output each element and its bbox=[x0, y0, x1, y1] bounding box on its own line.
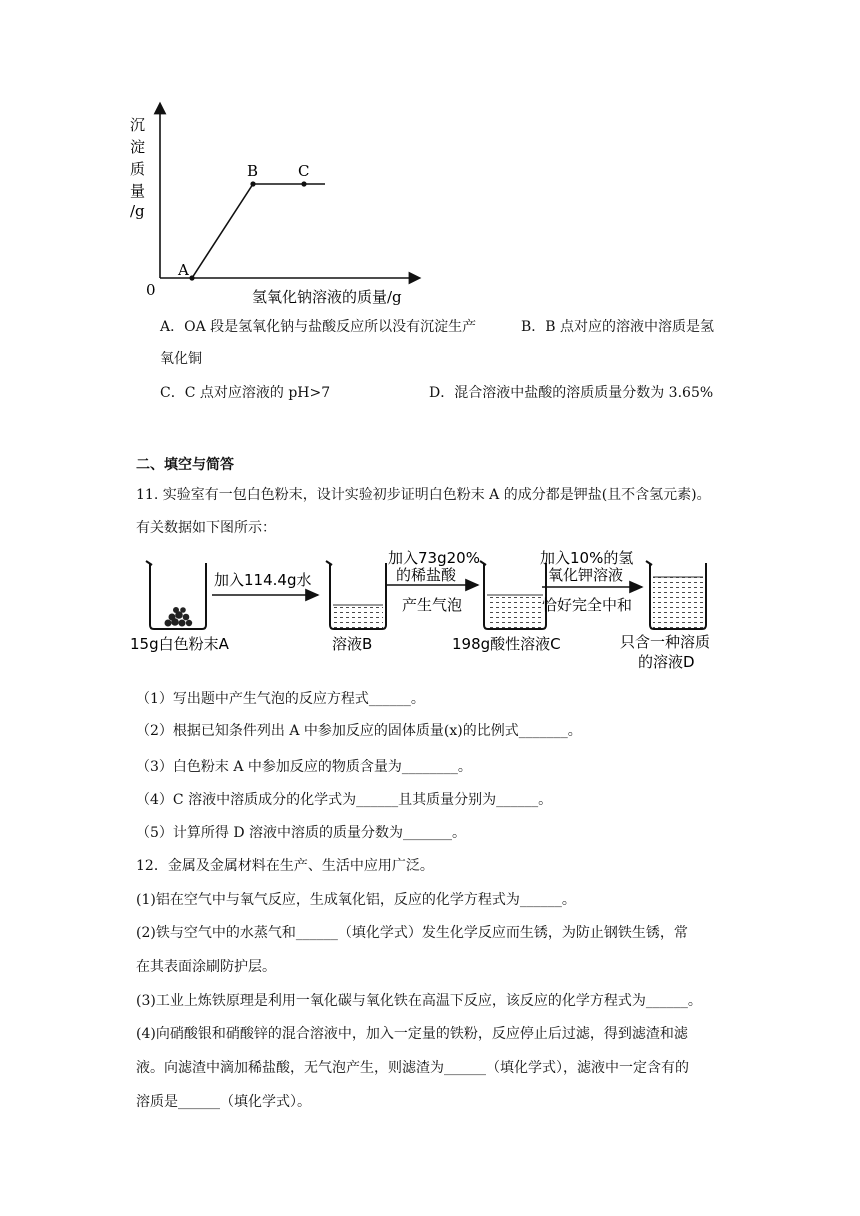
arrow-3-label-bot: 恰好完全中和 bbox=[542, 596, 633, 614]
x-axis-label: 氢氧化钠溶液的质量/g bbox=[252, 288, 402, 306]
y-label-char: 淀 bbox=[130, 138, 146, 156]
arrow-2-label-bot: 产生气泡 bbox=[402, 596, 463, 614]
arrow-2-label-top: 加入73g20% bbox=[388, 549, 480, 567]
q12-part-2-line1: (2)铁与空气中的水蒸气和______（填化学式）发生化学反应而生锈，为防止钢铁生锈，常 bbox=[136, 925, 688, 941]
y-label-char: 沉 bbox=[130, 116, 146, 134]
option-b-line1: B．B 点对应的溶液中溶质是氢 bbox=[521, 319, 715, 335]
white-powder-icon bbox=[165, 607, 193, 627]
beaker-1 bbox=[146, 561, 206, 629]
beaker-3 bbox=[480, 561, 546, 629]
q12-part-3: (3)工业上炼铁原理是利用一氧化碳与氧化铁在高温下反应，该反应的化学方程式为______。 bbox=[136, 993, 702, 1009]
y-label-char: 质 bbox=[130, 160, 146, 178]
beaker-2 bbox=[326, 561, 386, 629]
point-c-dot bbox=[301, 181, 306, 186]
point-a-dot bbox=[189, 275, 194, 280]
q11-sub-4: （4）C 溶液中溶质成分的化学式为______且其质量分别为______。 bbox=[136, 792, 553, 808]
beaker-4-label-line2: 的溶液D bbox=[638, 653, 695, 671]
y-label-char: /g bbox=[130, 202, 145, 220]
beaker-3-label: 198g酸性溶液C bbox=[452, 635, 561, 653]
q12-part-4-line2: 液。向滤渣中滴加稀盐酸，无气泡产生，则滤渣为______（填化学式），滤液中一定含有的 bbox=[136, 1060, 689, 1076]
q12-part-4-line3: 溶质是______（填化学式）。 bbox=[136, 1094, 311, 1110]
option-a: A．OA 段是氢氧化钠与盐酸反应所以没有沉淀生产 bbox=[160, 319, 477, 335]
precipitate-graph bbox=[120, 100, 430, 310]
q12-part-2-line2: 在其表面涂刷防护层。 bbox=[136, 959, 276, 975]
y-label-char: 量 bbox=[130, 182, 146, 200]
option-b-line2: 氧化铜 bbox=[160, 351, 202, 367]
beaker-4-label-line1: 只含一种溶质 bbox=[620, 633, 711, 651]
beaker-1-label: 15g白色粉末A bbox=[130, 635, 229, 653]
arrow-3-label-mid: 氧化钾溶液 bbox=[548, 566, 624, 584]
q12-part-1: (1)铝在空气中与氧气反应，生成氧化铝，反应的化学方程式为______。 bbox=[136, 892, 576, 908]
point-b-label: B bbox=[247, 162, 259, 180]
precipitate-curve bbox=[192, 184, 325, 278]
point-b-dot bbox=[250, 181, 255, 186]
option-c: C．C 点对应溶液的 pH>7 bbox=[160, 385, 331, 401]
option-d: D．混合溶液中盐酸的溶质质量分数为 3.65% bbox=[429, 385, 714, 401]
q11-sub-5: （5）计算所得 D 溶液中溶质的质量分数为_______。 bbox=[136, 825, 467, 841]
point-a-label: A bbox=[178, 261, 189, 279]
arrow-3-label-top: 加入10%的氢 bbox=[540, 549, 634, 567]
section-title: 二、填空与简答 bbox=[136, 457, 234, 473]
arrow-2-label-mid: 的稀盐酸 bbox=[396, 566, 457, 584]
q11-sub-1: （1）写出题中产生气泡的反应方程式______。 bbox=[136, 691, 425, 707]
origin-label: 0 bbox=[146, 281, 156, 299]
q11-sub-2: （2）根据已知条件列出 A 中参加反应的固体质量(x)的比例式_______。 bbox=[136, 723, 582, 739]
q12-stem: 12．金属及金属材料在生产、生活中应用广泛。 bbox=[136, 858, 434, 874]
q12-part-4-line1: (4)向硝酸银和硝酸锌的混合溶液中，加入一定量的铁粉，反应停止后过滤，得到滤渣和滤 bbox=[136, 1026, 688, 1042]
beaker-4 bbox=[646, 561, 706, 629]
q11-stem-line1: 11. 实验室有一包白色粉末，设计实验初步证明白色粉末 A 的成分都是钾盐(且不含氢元素)。 bbox=[136, 487, 711, 503]
experiment-flow-diagram bbox=[130, 545, 730, 675]
beaker-2-label: 溶液B bbox=[332, 635, 373, 653]
point-c-label: C bbox=[298, 162, 310, 180]
arrow-1-label: 加入114.4g水 bbox=[214, 571, 312, 589]
q11-sub-3: （3）白色粉末 A 中参加反应的物质含量为________。 bbox=[136, 759, 472, 775]
q11-stem-line2: 有关数据如下图所示： bbox=[136, 520, 276, 536]
